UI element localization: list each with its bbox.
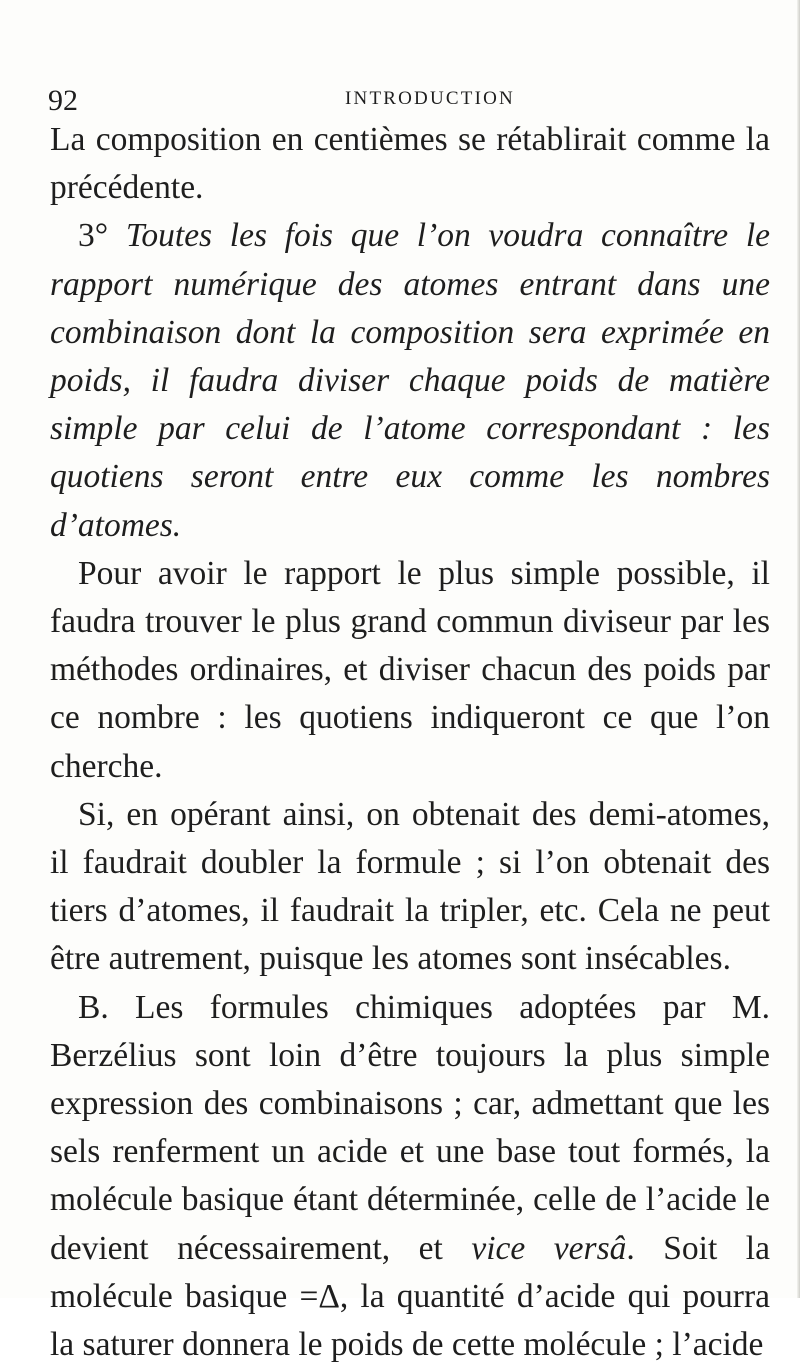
paragraph-5-text-b: . Soit la molécule basique =Δ, la quantité d’acide qui pourra la saturer donnera le poids de cette molécule ; l’acide — [50, 1229, 770, 1364]
paragraph-2 — [50, 212, 770, 549]
paragraph-3 — [50, 550, 770, 791]
running-head: INTRODUCTION — [345, 88, 515, 109]
paragraph-1 — [50, 116, 770, 212]
page-number: 92 — [48, 84, 78, 117]
paragraph-1-text: La composition en centièmes se rétablirait comme la précédente. — [50, 121, 770, 207]
paragraph-5-text-a: B. Les formules chimiques adoptées par M. Berzélius sont loin d’être toujours la plus simple expression des combinaisons ; car, admettant que les sels renferment un acide et une base tout formés, la molécule basique étant déterminée, celle de l’acide le devient nécessairement, et — [50, 988, 770, 1267]
paragraph-2-number: 3° — [78, 217, 126, 255]
paragraph-4 — [50, 791, 770, 984]
body-text — [50, 116, 770, 1369]
paragraph-5-italic: vice versâ — [471, 1229, 627, 1267]
paragraph-4-text: Si, en opérant ainsi, on obtenait des demi-atomes, il faudrait doubler la formule ; si l’on obtenait des tiers d’atomes, il faudrait la tripler, etc. Cela ne peut être autrement, puisque les atomes sont insécables. — [50, 795, 770, 978]
paragraph-5 — [50, 984, 770, 1369]
paragraph-3-text: Pour avoir le rapport le plus simple possible, il faudra trouver le plus grand commun diviseur par les méthodes ordinaires, et diviser chacun des poids par ce nombre : les quotiens indiqueront ce que l’on cherche. — [50, 554, 770, 785]
paragraph-2-italic-text: Toutes les fois que l’on voudra connaître le rapport numérique des atomes entrant dans une combinaison dont la composition sera exprimée en poids, il faudra diviser chaque poids de matière simple par celui de l’atome correspondant : les quotiens seront entre eux comme les nombres d’atomes. — [50, 217, 770, 544]
